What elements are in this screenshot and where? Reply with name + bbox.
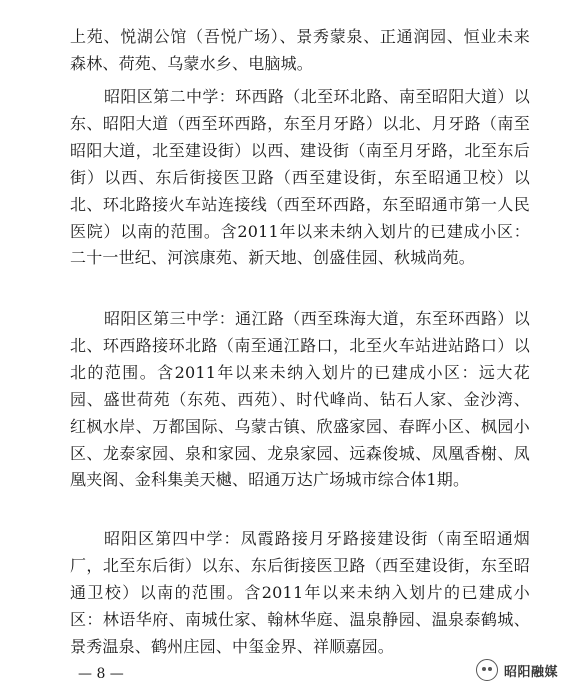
paragraph-continuation: 上苑、悦湖公馆（吾悦广场）、景秀蒙泉、正通润园、恒业未来森林、荷苑、乌蒙水乡、电脑城。 — [70, 27, 530, 73]
wechat-icon — [476, 659, 498, 681]
watermark — [476, 656, 558, 684]
watermark-label: 昭阳融媒 — [504, 664, 559, 680]
page-number: — 8 — — [78, 666, 124, 682]
paragraph-school-2: 昭阳区第二中学：环西路（北至环北路、南至昭阳大道）以东、昭阳大道（西至环西路，东至月牙路）以北、月牙路（南至昭阳大道，北至建设街）以西、建设街（南至月牙路，北至东后街）以西、东后街接医卫路（西至建设街，东至昭通卫校）以北、环北路接火车站连接线（西至环西路，东至昭通市第一人民医院）以南的范围。含2011年以来未纳入划片的已建成小区：二十一世纪、河滨康苑、新天地、创盛佳园、秋城尚苑。 — [70, 87, 530, 268]
paragraph-school-4: 昭阳区第四中学：凤霞路接月牙路接建设街（南至昭通烟厂，北至东后街）以东、东后街接医卫路（西至建设街，东至昭通卫校）以南的范围。含2011年以来未纳入划片的已建成小区：林语华府、南城仕家、翰林华庭、温泉静园、温泉泰鹤城、景秀温泉、鹤州庄园、中玺金界、祥顺嘉园。 — [70, 529, 530, 656]
paragraph-school-3: 昭阳区第三中学：通江路（西至珠海大道，东至环西路）以北、环西路接环北路（南至通江路口，北至火车站进站路口）以北的范围。含2011年以来未纳入划片的已建成小区：远大花园、盛世荷苑（东苑、西苑）、时代峰尚、钻石人家、金沙湾、红枫水岸、万都国际、乌蒙古镇、欣盛家园、春晖小区、枫园小区、龙泰家园、泉和家园、龙泉家园、远森俊城、凤凰香榭、凤凰夹阁、金科集美天樾、昭通万达广场城市综合体1期。 — [70, 309, 530, 490]
